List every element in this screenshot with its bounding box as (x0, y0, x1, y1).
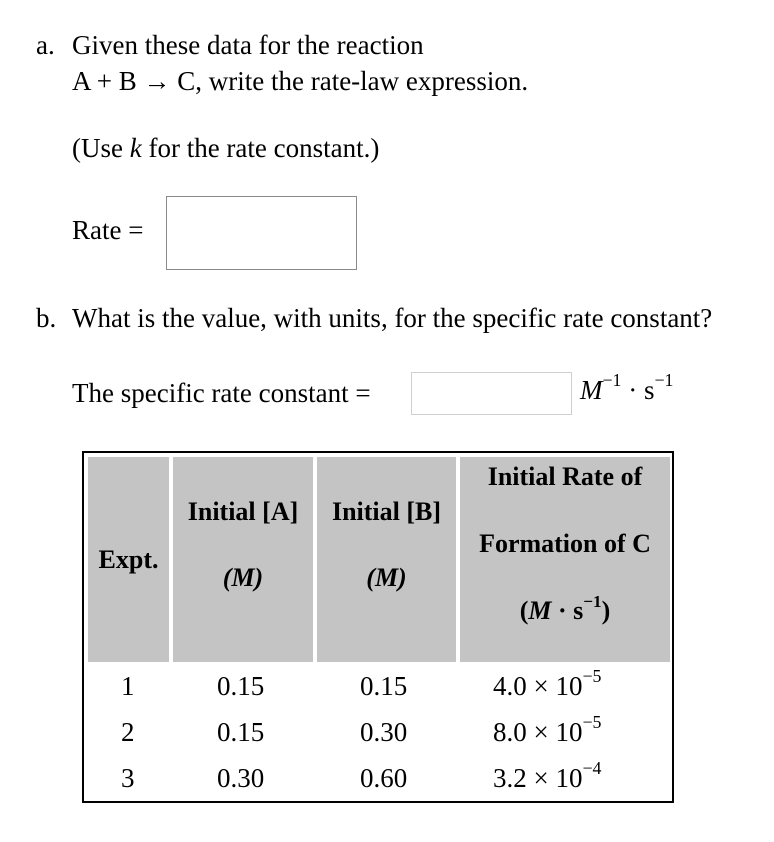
part-a-prompt: Given these data for the reaction (72, 30, 424, 60)
part-b-label: b. (36, 303, 57, 333)
reaction-equation: A + B → C, write the rate-law expression. (72, 66, 529, 96)
rate-constant-instruction: (Use k for the rate constant.) (72, 133, 380, 163)
rate-cell: $3.2 \times 10^{-4}$ (493, 758, 602, 793)
rate-data-table (82, 451, 674, 803)
expt-cell: 2 (121, 717, 135, 747)
header-initial-a: Initial [A] (M) (173, 457, 313, 662)
b-cell: 0.15 (360, 671, 408, 701)
rate-constant-units: $M^{-1} \cdot s^{-1}$ (580, 370, 674, 405)
header-initial-b: Initial [B] (M) (317, 457, 456, 662)
b-cell: 0.30 (360, 717, 408, 747)
rate-cell: $8.0 \times 10^{-5}$ (493, 712, 602, 747)
part-a-label: a. (36, 30, 55, 60)
a-cell: 0.30 (217, 763, 265, 793)
header-initial-rate: Initial Rate of Formation of C $(M \cdot s^{-1})$ (460, 457, 670, 662)
expt-cell: 3 (121, 763, 135, 793)
rate-constant-label: The specific rate constant = (72, 378, 371, 408)
expt-cell: 1 (121, 671, 135, 701)
b-cell: 0.60 (360, 763, 408, 793)
rate-constant-input[interactable] (411, 372, 572, 415)
header-expt: Expt. (88, 457, 169, 662)
rate-law-input[interactable] (166, 196, 357, 270)
a-cell: 0.15 (217, 671, 265, 701)
table-row (84, 666, 672, 711)
rate-label: Rate = (72, 215, 144, 245)
a-cell: 0.15 (217, 717, 265, 747)
table-row (84, 758, 672, 803)
rate-cell: $4.0 \times 10^{-5}$ (493, 666, 602, 701)
table-row (84, 712, 672, 757)
part-b-question: What is the value, with units, for the specific rate constant? (72, 303, 713, 333)
